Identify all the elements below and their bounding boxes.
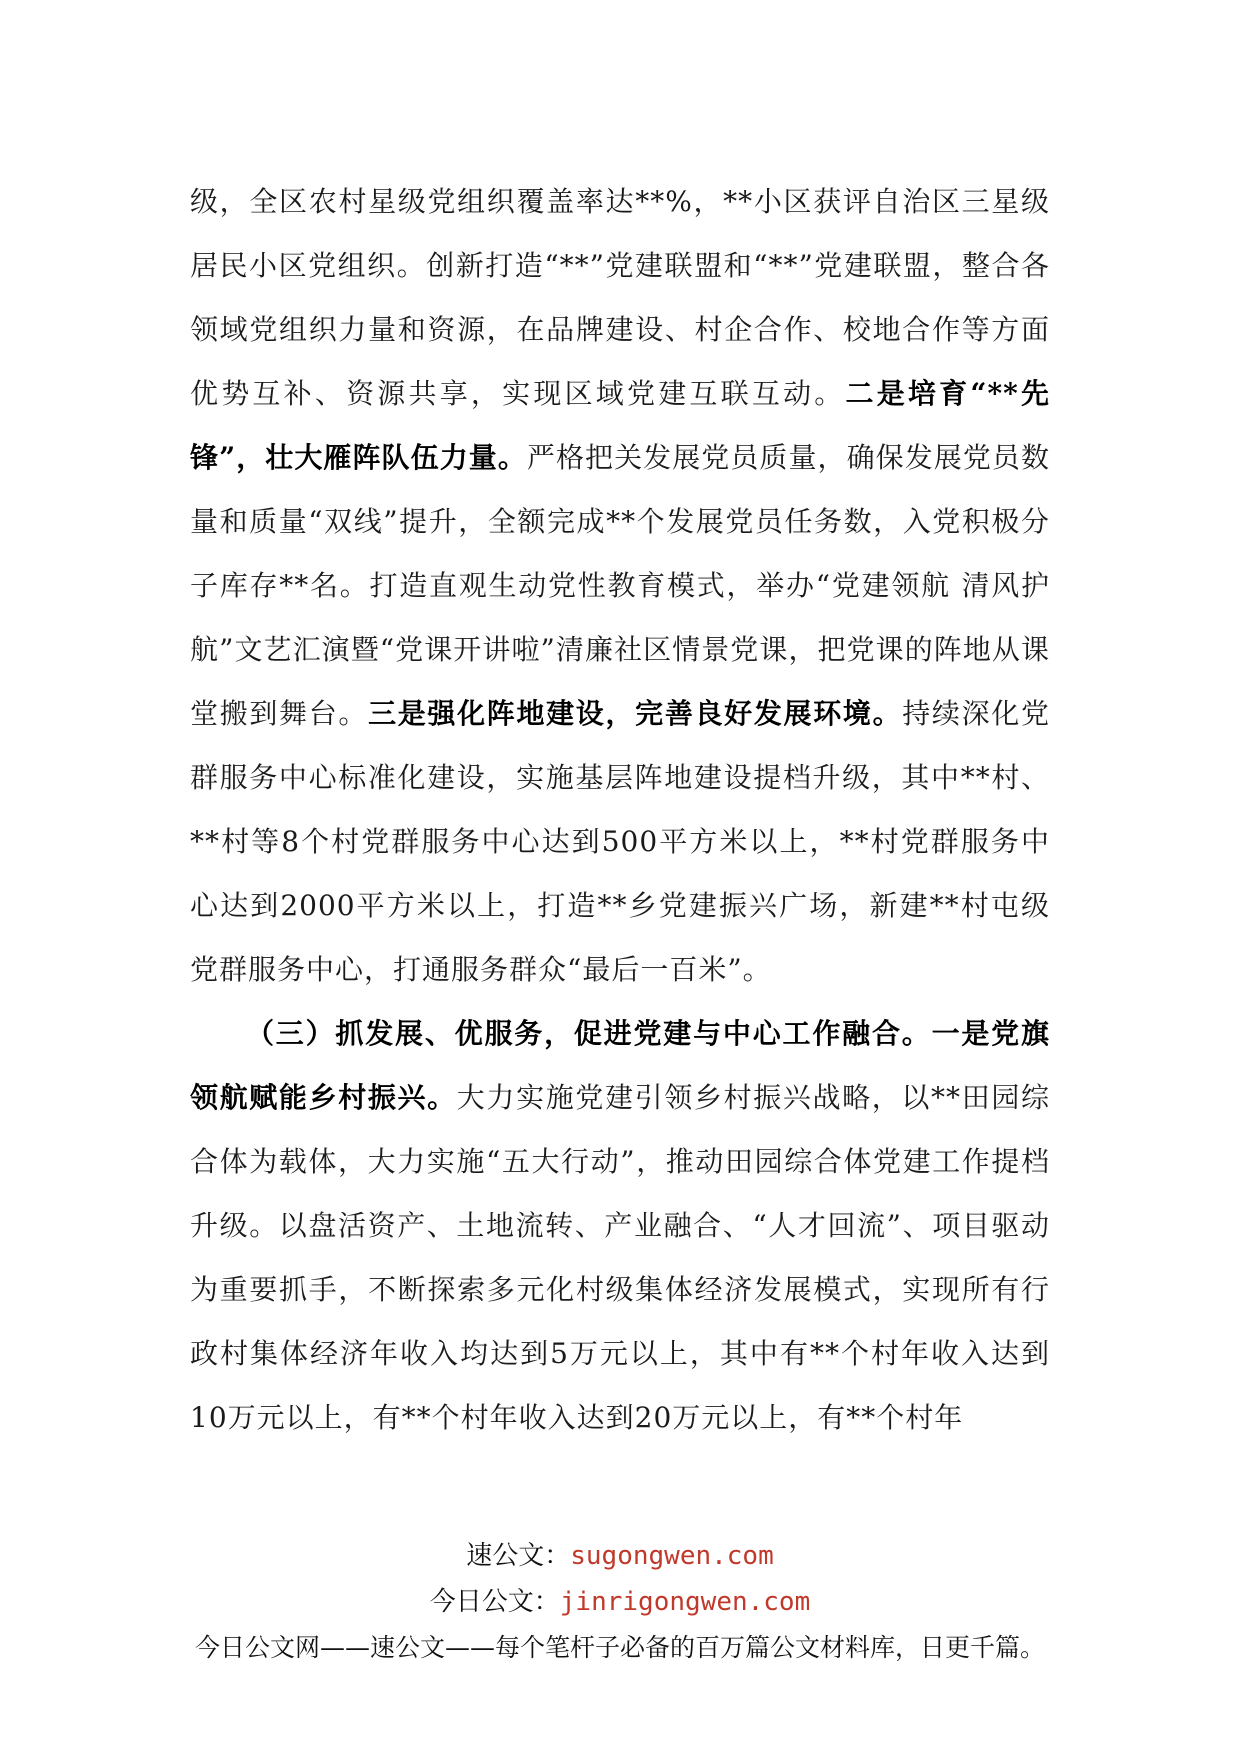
footer-link-sugongwen[interactable]: sugongwen.com — [570, 1541, 774, 1571]
paragraph-party-building-continued — [190, 170, 1050, 1002]
footer-label: 今日公文： — [429, 1587, 560, 1617]
footer-jinrigongwen — [0, 1584, 1240, 1620]
bold-heading-position-building: 三是强化阵地建设，完善良好发展环境。 — [368, 697, 903, 730]
footer-label: 速公文： — [466, 1541, 571, 1571]
paragraph-section-three — [190, 1002, 1050, 1450]
paragraph-text: 严格把关发展党员质量，确保发展党员数量和质量“双线”提升，全额完成**个发展党员任务数，入党积极分子库存**名。打造直观生动党性教育模式，举办“党建领航 清风护航”文艺汇演暨“党课开讲啦”清廉社区情景党课，把党课的阵地从课堂搬到舞台。 — [190, 441, 1050, 730]
paragraph-text: 级，全区农村星级党组织覆盖率达**%，**小区获评自治区三星级居民小区党组织。创新打造“**”党建联盟和“**”党建联盟，整合各领域党组织力量和资源，在品牌建设、村企合作、校地合作等方面优势互补、资源共享，实现区域党建互联互动。 — [190, 185, 1050, 410]
footer-slogan: 今日公文网——速公文——每个笔杆子必备的百万篇公文材料库，日更千篇。 — [194, 1633, 1045, 1662]
paragraph-text: 持续深化党群服务中心标准化建设，实施基层阵地建设提档升级，其中**村、**村等8个村党群服务中心达到500平方米以上，**村党群服务中心达到2000平方米以上，打造**乡党建振兴广场，新建**村屯级党群服务中心，打通服务群众“最后一百米”。 — [190, 697, 1050, 986]
bold-heading-section-three: （三）抓发展、优服务，促进党建与中心工作融合。一是党旗领航赋能乡村振兴。 — [190, 1017, 1050, 1114]
bold-heading-pioneer: 二是培育“**先锋”，壮大雁阵队伍力量。 — [190, 377, 1050, 474]
paragraph-text: 大力实施党建引领乡村振兴战略，以**田园综合体为载体，大力实施“五大行动”，推动田园综合体党建工作提档升级。以盘活资产、土地流转、产业融合、“人才回流”、项目驱动为重要抓手，不断探索多元化村级集体经济发展模式，实现所有行政村集体经济年收入均达到5万元以上，其中有**个村年收入达到10万元以上，有**个村年收入达到20万元以上，有**个村年 — [190, 1081, 1050, 1434]
footer-link-jinrigongwen[interactable]: jinrigongwen.com — [559, 1587, 811, 1617]
document-body — [190, 170, 1050, 1450]
footer-sugongwen — [0, 1538, 1240, 1574]
